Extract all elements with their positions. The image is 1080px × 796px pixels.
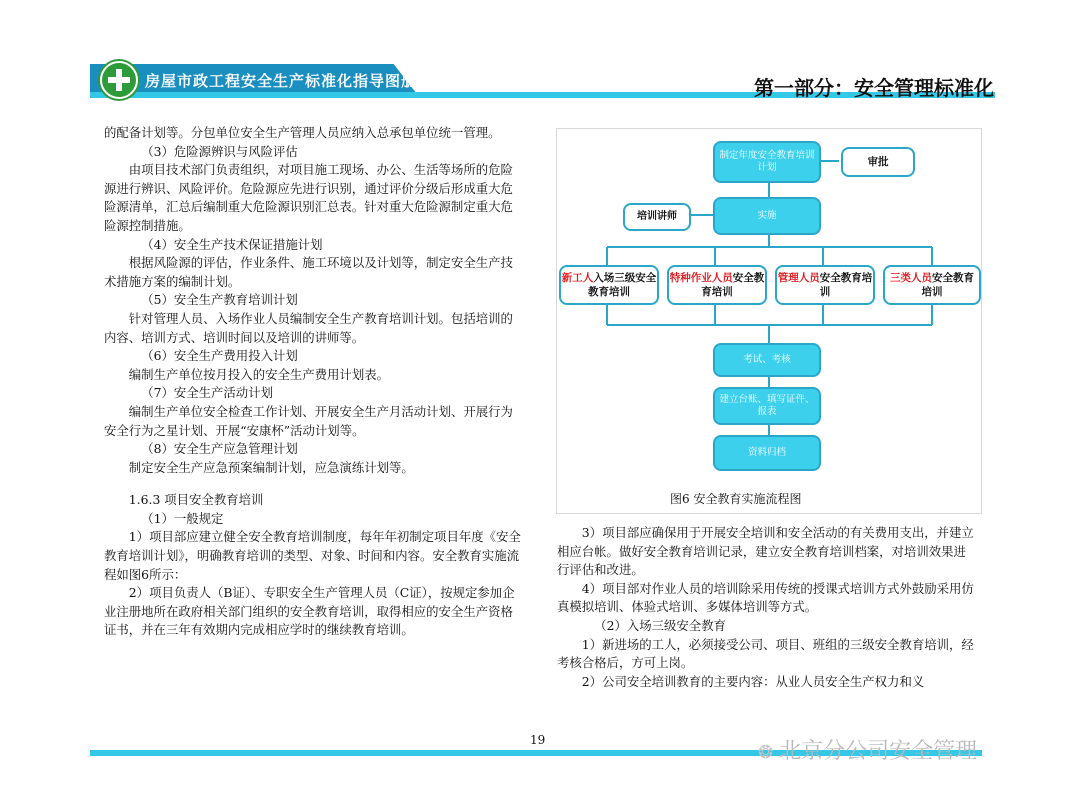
right-text-column (557, 524, 977, 691)
step-approve: 审批 (841, 147, 915, 177)
trainer-box: 培训讲师 (623, 203, 691, 231)
paragraph: 1）项目部应建立健全安全教育培训制度，每年年初制定项目年度《安全教育培训计划》，明确教育培训的类型、对象、时间和内容。安全教育实施流程如图6所示： (104, 529, 521, 582)
subheading: （8）安全生产应急管理计划 (141, 441, 298, 457)
subheading: （6）安全生产费用投入计划 (141, 348, 298, 364)
step-records: 建立台账、填写证件、报表 (713, 387, 821, 425)
paragraph: 3）项目部应确保用于开展安全培训和安全活动的有关费用支出，并建立相应台帐。做好安全教育培训记录，建立安全教育培训档案，对培训效果进行评估和改进。 (557, 525, 974, 578)
branch-three-categories: 三类人员安全教育培训 (883, 265, 981, 305)
paragraph: 编制生产单位安全检查工作计划、开展安全生产月活动计划、开展行为安全行为之星计划、开展“安康杯”活动计划等。 (104, 403, 513, 438)
subheading: （3）危险源辨识与风险评估 (141, 143, 298, 159)
left-text-column (104, 124, 524, 640)
figure-caption: 图6 安全教育实施流程图 (670, 492, 802, 506)
watermark (758, 734, 977, 765)
wechat-icon: ❂ (758, 742, 774, 763)
branch-special-operators: 特种作业人员安全教育培训 (667, 265, 767, 305)
step-implement: 实施 (713, 197, 821, 235)
branch-managers: 管理人员安全教育培训 (775, 265, 875, 305)
step-exam: 考试、考核 (713, 343, 821, 377)
subheading: （1）一般规定 (141, 510, 224, 526)
watermark-text: 北京分公司安全管理 (779, 739, 978, 764)
page-number: 19 (530, 733, 546, 747)
book-title: 房屋市政工程安全生产标准化指导图册 (145, 72, 418, 90)
section-heading: 1.6.3 项目安全教育培训 (128, 492, 264, 508)
branch-new-workers: 新工人入场三级安全教育培训 (559, 265, 659, 305)
paragraph: 由项目技术部门负责组织，对项目施工现场、办公、生活等场所的危险源进行辨识、风险评价。危险源应先进行识别，通过评价分级后形成重大危险源清单，汇总后编制重大危险源识别汇总表。针对重大危险源制定重大危险源控制措施。 (104, 162, 513, 233)
subheading: （2）入场三级安全教育 (594, 617, 726, 633)
part-title: 第一部分：安全管理标准化 (754, 76, 994, 100)
safety-education-flowchart (556, 128, 982, 514)
subheading: （5）安全生产教育培训计划 (141, 292, 298, 308)
paragraph: 1）新进场的工人，必须接受公司、项目、班组的三级安全教育培训，经考核合格后，方可上岗。 (557, 636, 974, 671)
step-archive: 资料归档 (713, 435, 821, 471)
paragraph: 编制生产单位按月投入的安全生产费用计划表。 (128, 366, 389, 382)
paragraph: 2）项目负责人（B证）、专职安全生产管理人员（C证），按规定参加企业注册地所在政府相关部门组织的安全教育培训，取得相应的安全生产资格证书，并在三年有效期内完成相应学时的继续教育培训。 (104, 585, 515, 638)
paragraph: 制定安全生产应急预案编制计划，应急演练计划等。 (128, 459, 414, 475)
paragraph: 根据风险源的评估，作业条件、施工环境以及计划等，制定安全生产技术措施方案的编制计划。 (104, 255, 513, 289)
subheading: （4）安全生产技术保证措施计划 (141, 236, 323, 252)
step-plan: 制定年度安全教育培训计划 (713, 141, 821, 183)
paragraph: 2）公司安全培训教育的主要内容：从业人员安全生产权力和义 (581, 673, 925, 689)
safety-cross-logo-icon (100, 61, 138, 99)
paragraph: 4）项目部对作业人员的培训除采用传统的授课式培训方式外鼓励采用仿真模拟培训、体验式培训、多媒体培训等方式。 (557, 580, 974, 615)
paragraph: 的配备计划等。分包单位安全生产管理人员应纳入总承包单位统一管理。 (104, 125, 501, 140)
paragraph: 针对管理人员、入场作业人员编制安全生产教育培训计划。包括培训的内容、培训方式、培训时间以及培训的讲师等。 (104, 310, 513, 345)
subheading: （7）安全生产活动计划 (141, 385, 273, 401)
